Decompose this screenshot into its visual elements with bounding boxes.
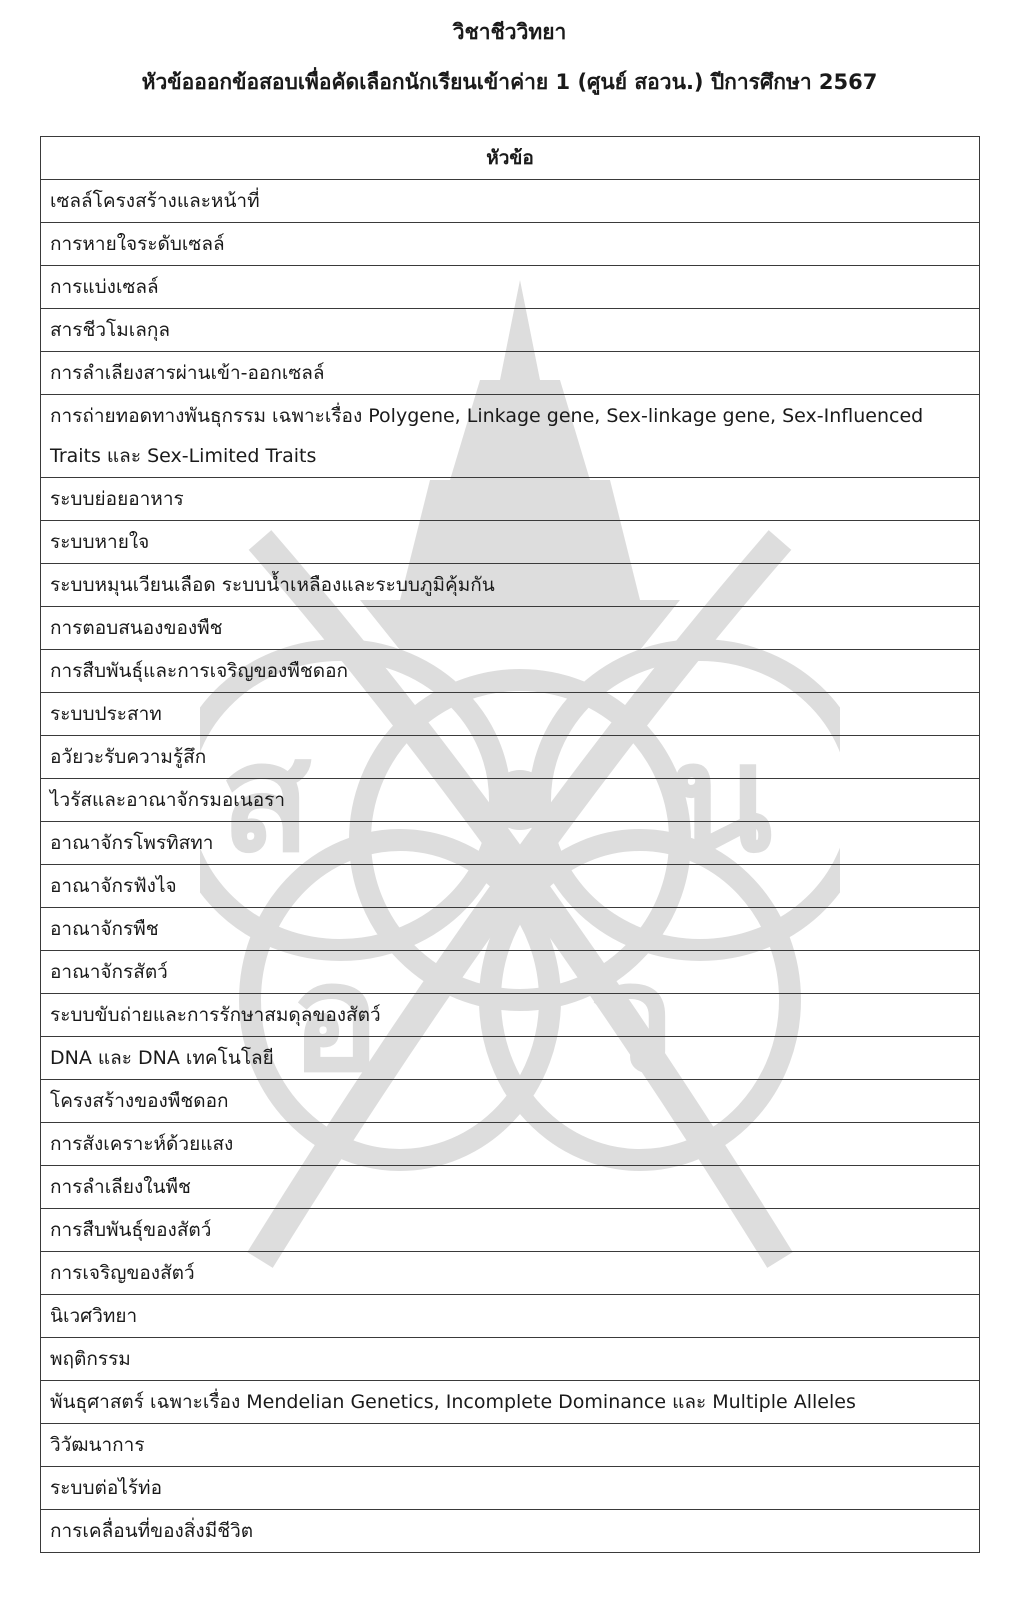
table-row [41, 908, 980, 951]
table-row [41, 994, 980, 1037]
column-header-topic: หัวข้อ [41, 137, 980, 180]
table-row [41, 309, 980, 352]
table-row [41, 1338, 980, 1381]
topic-cell: ระบบหมุนเวียนเลือด ระบบน้ำเหลืองและระบบภูมิคุ้มกัน [41, 564, 980, 607]
table-row [41, 1209, 980, 1252]
topic-cell: อาณาจักรฟังไจ [41, 865, 980, 908]
table-row [41, 395, 980, 478]
topic-cell: สารชีวโมเลกุล [41, 309, 980, 352]
table-row [41, 223, 980, 266]
topic-cell: การเจริญของสัตว์ [41, 1252, 980, 1295]
topic-cell: การตอบสนองของพืช [41, 607, 980, 650]
topic-cell: การหายใจระดับเซลล์ [41, 223, 980, 266]
table-row [41, 736, 980, 779]
topic-cell: ระบบย่อยอาหาร [41, 478, 980, 521]
topic-cell: อาณาจักรพืช [41, 908, 980, 951]
topic-cell: วิวัฒนาการ [41, 1424, 980, 1467]
table-row [41, 352, 980, 395]
watermark-letter-1: ส [220, 710, 312, 886]
table-row [41, 1037, 980, 1080]
topic-cell: การเคลื่อนที่ของสิ่งมีชีวิต [41, 1510, 980, 1553]
table-row [41, 180, 980, 223]
table-row [41, 607, 980, 650]
topic-cell: อาณาจักรโพรทิสทา [41, 822, 980, 865]
topic-cell: การแบ่งเซลล์ [41, 266, 980, 309]
table-row [41, 266, 980, 309]
topic-cell: ระบบต่อไร้ท่อ [41, 1467, 980, 1510]
table-row [41, 779, 980, 822]
table-row [41, 693, 980, 736]
table-row [41, 1295, 980, 1338]
table-row [41, 951, 980, 994]
topic-cell: การลำเลียงสารผ่านเข้า-ออกเซลล์ [41, 352, 980, 395]
topic-cell: ไวรัสและอาณาจักรมอเนอรา [41, 779, 980, 822]
table-row [41, 1166, 980, 1209]
topics-table [40, 136, 980, 1553]
table-row [41, 1510, 980, 1553]
topic-cell: นิเวศวิทยา [41, 1295, 980, 1338]
topic-cell: อวัยวะรับความรู้สึก [41, 736, 980, 779]
topic-cell: ระบบประสาท [41, 693, 980, 736]
topic-cell: ระบบหายใจ [41, 521, 980, 564]
table-row [41, 1381, 980, 1424]
topic-cell: การถ่ายทอดทางพันธุกรรม เฉพาะเรื่อง Polygene, Linkage gene, Sex-linkage gene, Sex-Influenced Traits และ Sex-Limited Traits [41, 395, 980, 478]
topic-cell: อาณาจักรสัตว์ [41, 951, 980, 994]
watermark-letter-4: น [670, 710, 773, 886]
table-row [41, 521, 980, 564]
table-row [41, 822, 980, 865]
table-row [41, 650, 980, 693]
topic-cell: การสังเคราะห์ด้วยแสง [41, 1123, 980, 1166]
table-row [41, 1252, 980, 1295]
topic-cell: พฤติกรรม [41, 1338, 980, 1381]
table-row [41, 564, 980, 607]
topic-cell: เซลล์โครงสร้างและหน้าที่ [41, 180, 980, 223]
watermark-letter-3: ว [590, 930, 675, 1106]
table-header-row [41, 137, 980, 180]
topic-cell: การสืบพันธุ์ของสัตว์ [41, 1209, 980, 1252]
subject-title: วิชาชีววิทยา [452, 20, 567, 44]
table-row [41, 865, 980, 908]
topic-cell: ระบบขับถ่ายและการรักษาสมดุลของสัตว์ [41, 994, 980, 1037]
table-row [41, 1467, 980, 1510]
topic-cell: พันธุศาสตร์ เฉพาะเรื่อง Mendelian Genetics, Incomplete Dominance และ Multiple Alleles [41, 1381, 980, 1424]
table-row [41, 1123, 980, 1166]
watermark-letter-2: อ [290, 930, 381, 1106]
document-title: หัวข้อออกข้อสอบเพื่อคัดเลือกนักเรียนเข้าค่าย 1 (ศูนย์ สอวน.) ปีการศึกษา 2567 [141, 70, 878, 94]
topic-cell: การสืบพันธุ์และการเจริญของพืชดอก [41, 650, 980, 693]
table-row [41, 1424, 980, 1467]
topic-cell: DNA และ DNA เทคโนโลยี [41, 1037, 980, 1080]
topic-cell: โครงสร้างของพืชดอก [41, 1080, 980, 1123]
topic-cell: การลำเลียงในพืช [41, 1166, 980, 1209]
table-row [41, 478, 980, 521]
table-row [41, 1080, 980, 1123]
